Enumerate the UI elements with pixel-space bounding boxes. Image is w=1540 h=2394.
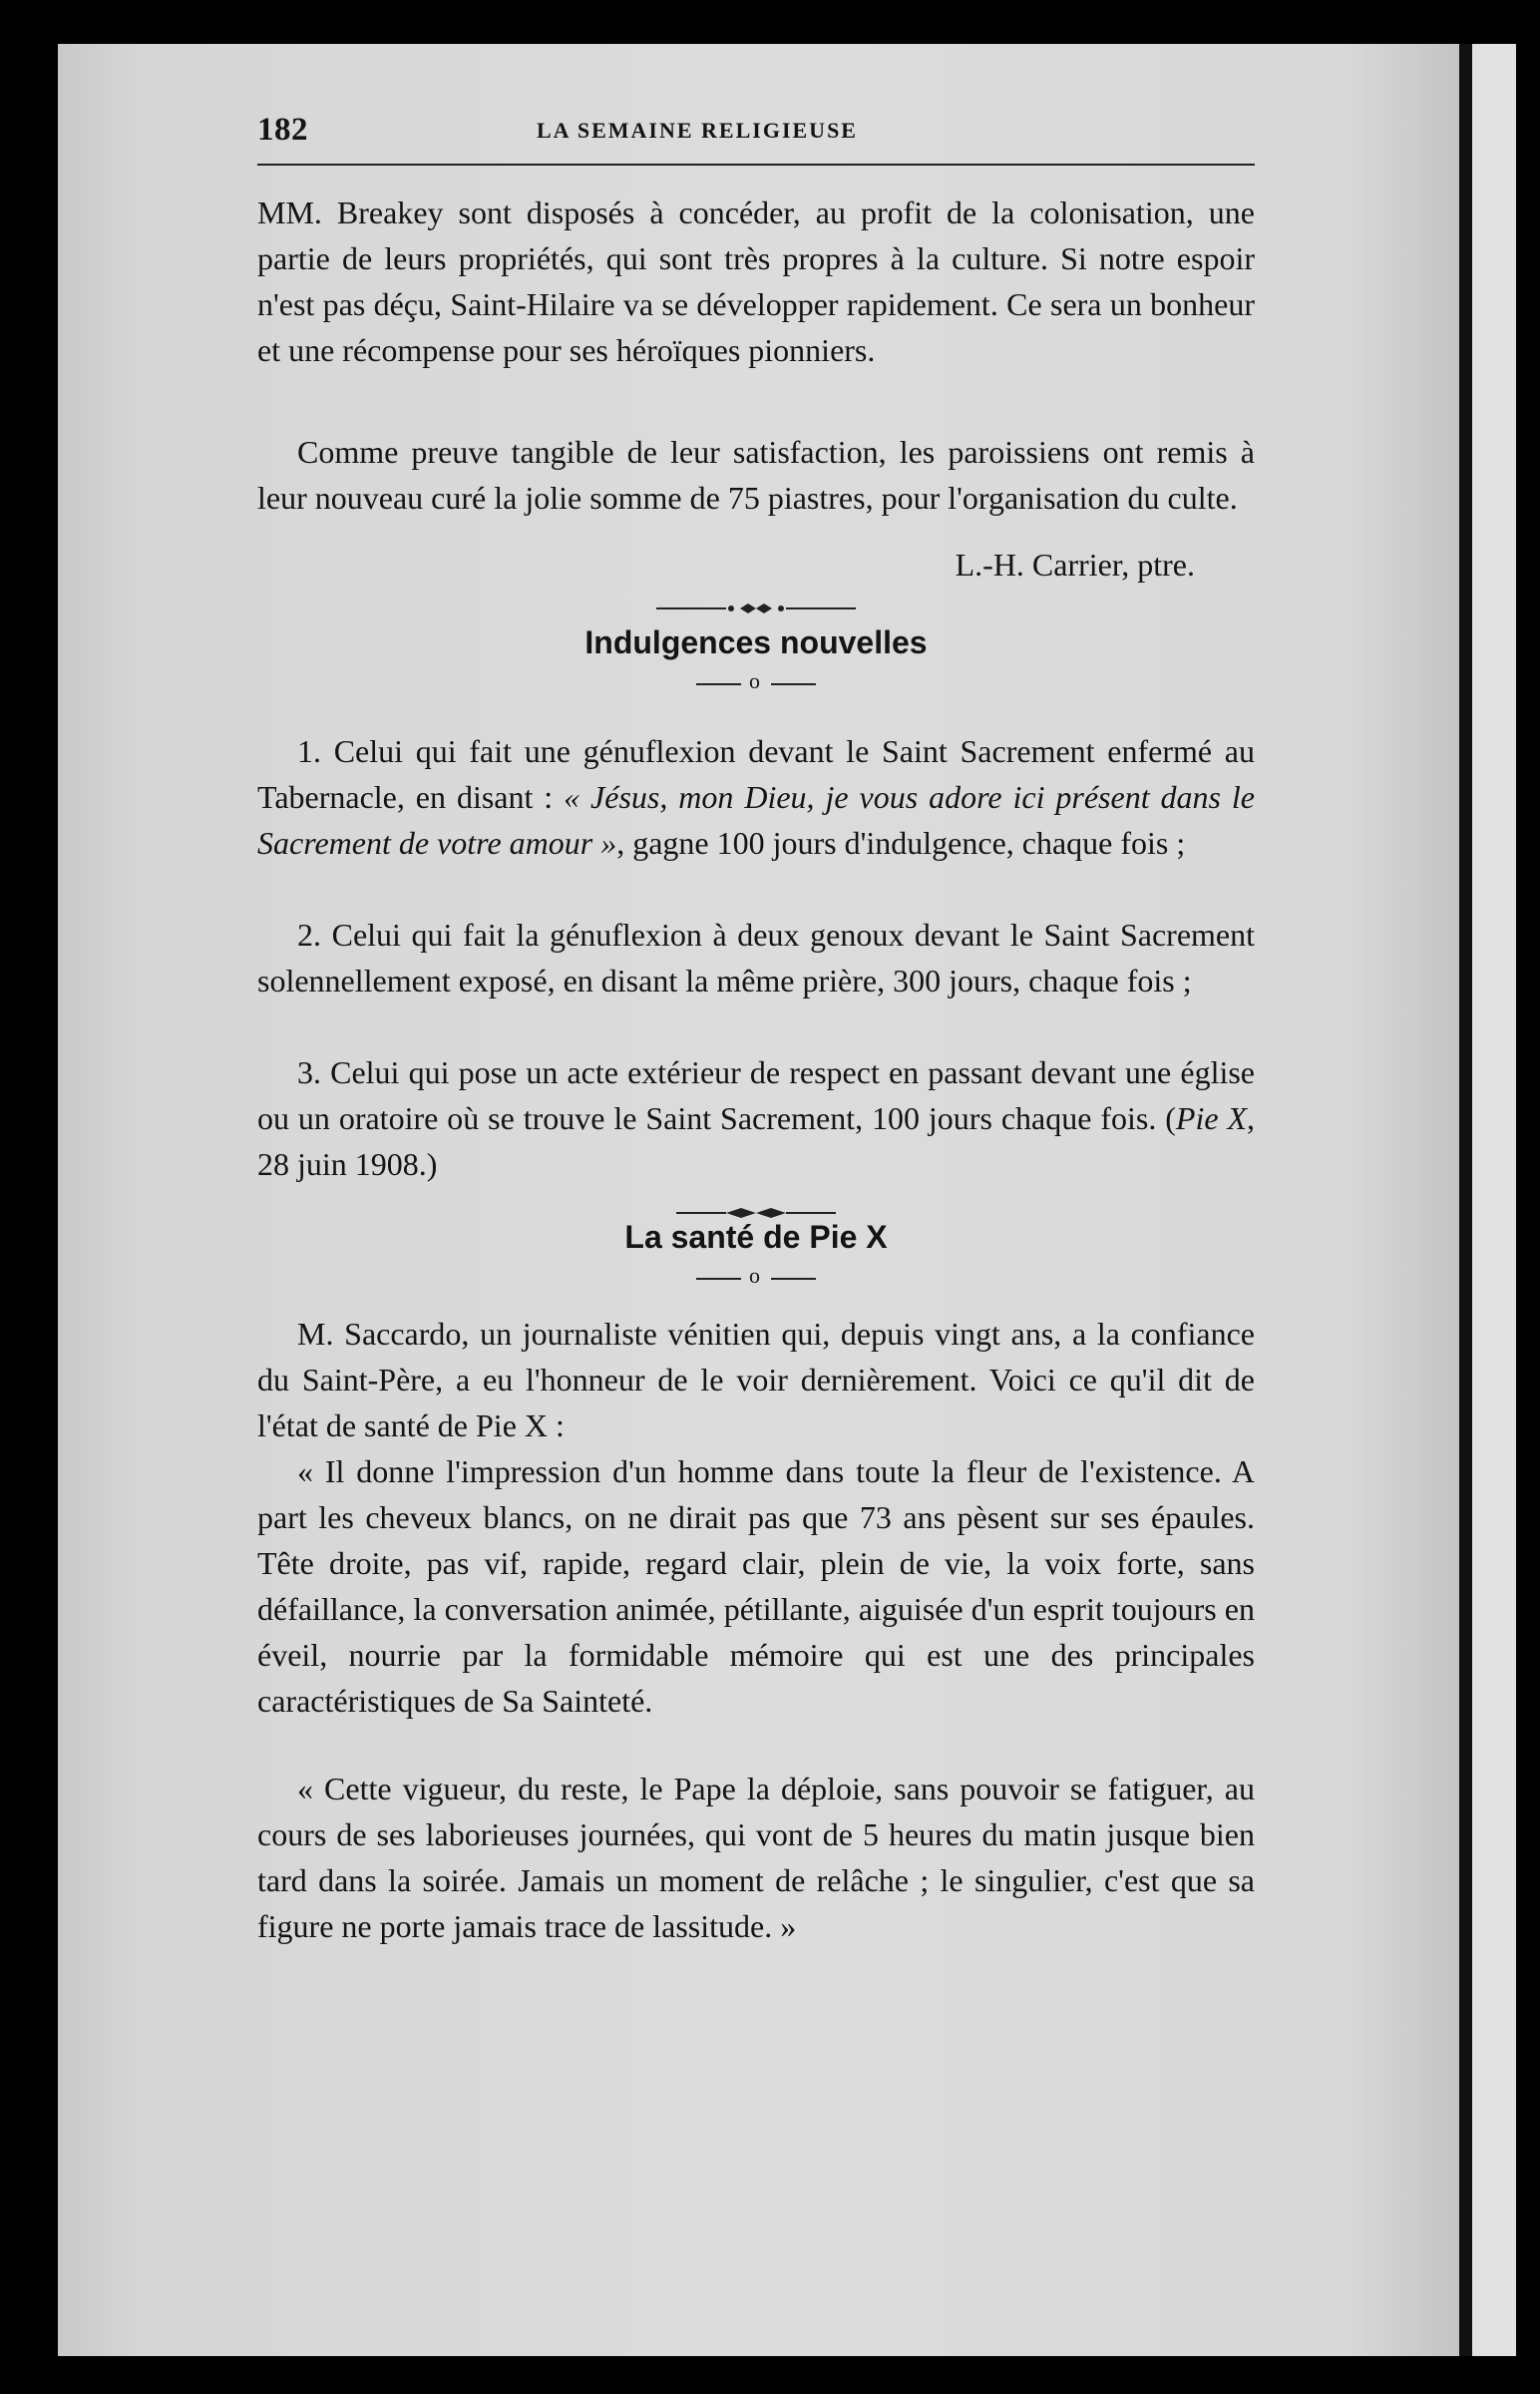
adjacent-page-edge [1472, 44, 1516, 2356]
paragraph: Comme preuve tangible de leur satisfaction, les paroissiens ont remis à leur nouveau curé la jolie somme de 75 piastres, pour l'organisation du culte. [257, 434, 1255, 516]
item-quote: « Jésus, mon Dieu, je vous adore ici présent dans le Sacrement de votre amour » [257, 779, 1255, 861]
item-text: , 28 juin 1908.) [257, 1100, 1256, 1182]
ornament-line-left [696, 683, 741, 685]
ornament-line-right [771, 1278, 816, 1280]
signature-text: L.-H. Carrier, ptre. [955, 547, 1195, 583]
section-title: Indulgences nouvelles [584, 624, 928, 660]
ornament-line-right [771, 683, 816, 685]
list-item-2: 2. Celui qui fait la génuflexion à deux genoux devant le Saint Sacrement solennellement exposé, en disant la même prière, 300 jours, chaque fois ; [257, 917, 1255, 998]
item-text: 1. Celui qui fait une génuflexion devant le Saint Sacrement enfermé au Tabernacle, en disant : [257, 733, 1255, 815]
title-ornament [257, 668, 1255, 698]
page-header [257, 112, 1255, 158]
section-divider-ornament [257, 598, 1255, 618]
paragraph: « Il donne l'impression d'un homme dans toute la fleur de l'existence. A part les cheveux blancs, on ne dirait pas que 73 ans pèsent sur ses épaules. Tête droite, pas vif, rapide, regard clair, plein de vie, la voix forte, sans défaillance, la conversation animée, pétillante, aiguisée d'un esprit toujours en éveil, nourrie par la formidable mémoire qui est une des principales caractéristiques de Sa Sainteté. [257, 1453, 1255, 1719]
page-number: 182 [257, 112, 308, 148]
item-text: , gagne 100 jours d'indulgence, chaque fois ; [616, 825, 1186, 861]
item-text: 3. Celui qui pose un acte extérieur de respect en passant devant une église ou un oratoire où se trouve le Saint Sacrement, 100 jours chaque fois. ( [257, 1054, 1255, 1136]
signature [956, 547, 1195, 584]
list-item-1 [257, 728, 1255, 866]
list-item-3 [257, 1049, 1255, 1187]
paper-page [58, 44, 1459, 2356]
ornament-mark: o [749, 668, 760, 693]
paragraph: MM. Breakey sont disposés à concéder, au profit de la colonisation, une partie de leurs propriétés, qui sont très propres à la culture. Si notre espoir n'est pas déçu, Saint-Hilaire va se développer rapidement. Ce sera un bonheur et une récompense pour ses héroïques pionniers. [257, 195, 1255, 368]
page-gutter [1459, 44, 1472, 2356]
title-ornament [257, 1263, 1255, 1293]
header-rule [257, 164, 1255, 166]
running-head: LA SEMAINE RELIGIEUSE [537, 118, 858, 143]
paragraph: M. Saccardo, un journaliste vénitien qui, depuis vingt ans, a la confiance du Saint-Père, a eu l'honneur de le voir dernièrement. Voici ce qu'il dit de l'état de santé de Pie X : [257, 1316, 1255, 1443]
item-reference: Pie X [1175, 1100, 1248, 1136]
ornament-line-left [696, 1278, 741, 1280]
paragraph: « Cette vigueur, du reste, le Pape la déploie, sans pouvoir se fatiguer, au cours de ses laborieuses journées, qui vont de 5 heures du matin jusque bien tard dans la soirée. Jamais un moment de relâche ; le singulier, c'est que sa figure ne porte jamais trace de lassitude. » [257, 1771, 1255, 1944]
section-title: La santé de Pie X [624, 1219, 888, 1255]
ornament-mark: o [749, 1263, 760, 1288]
